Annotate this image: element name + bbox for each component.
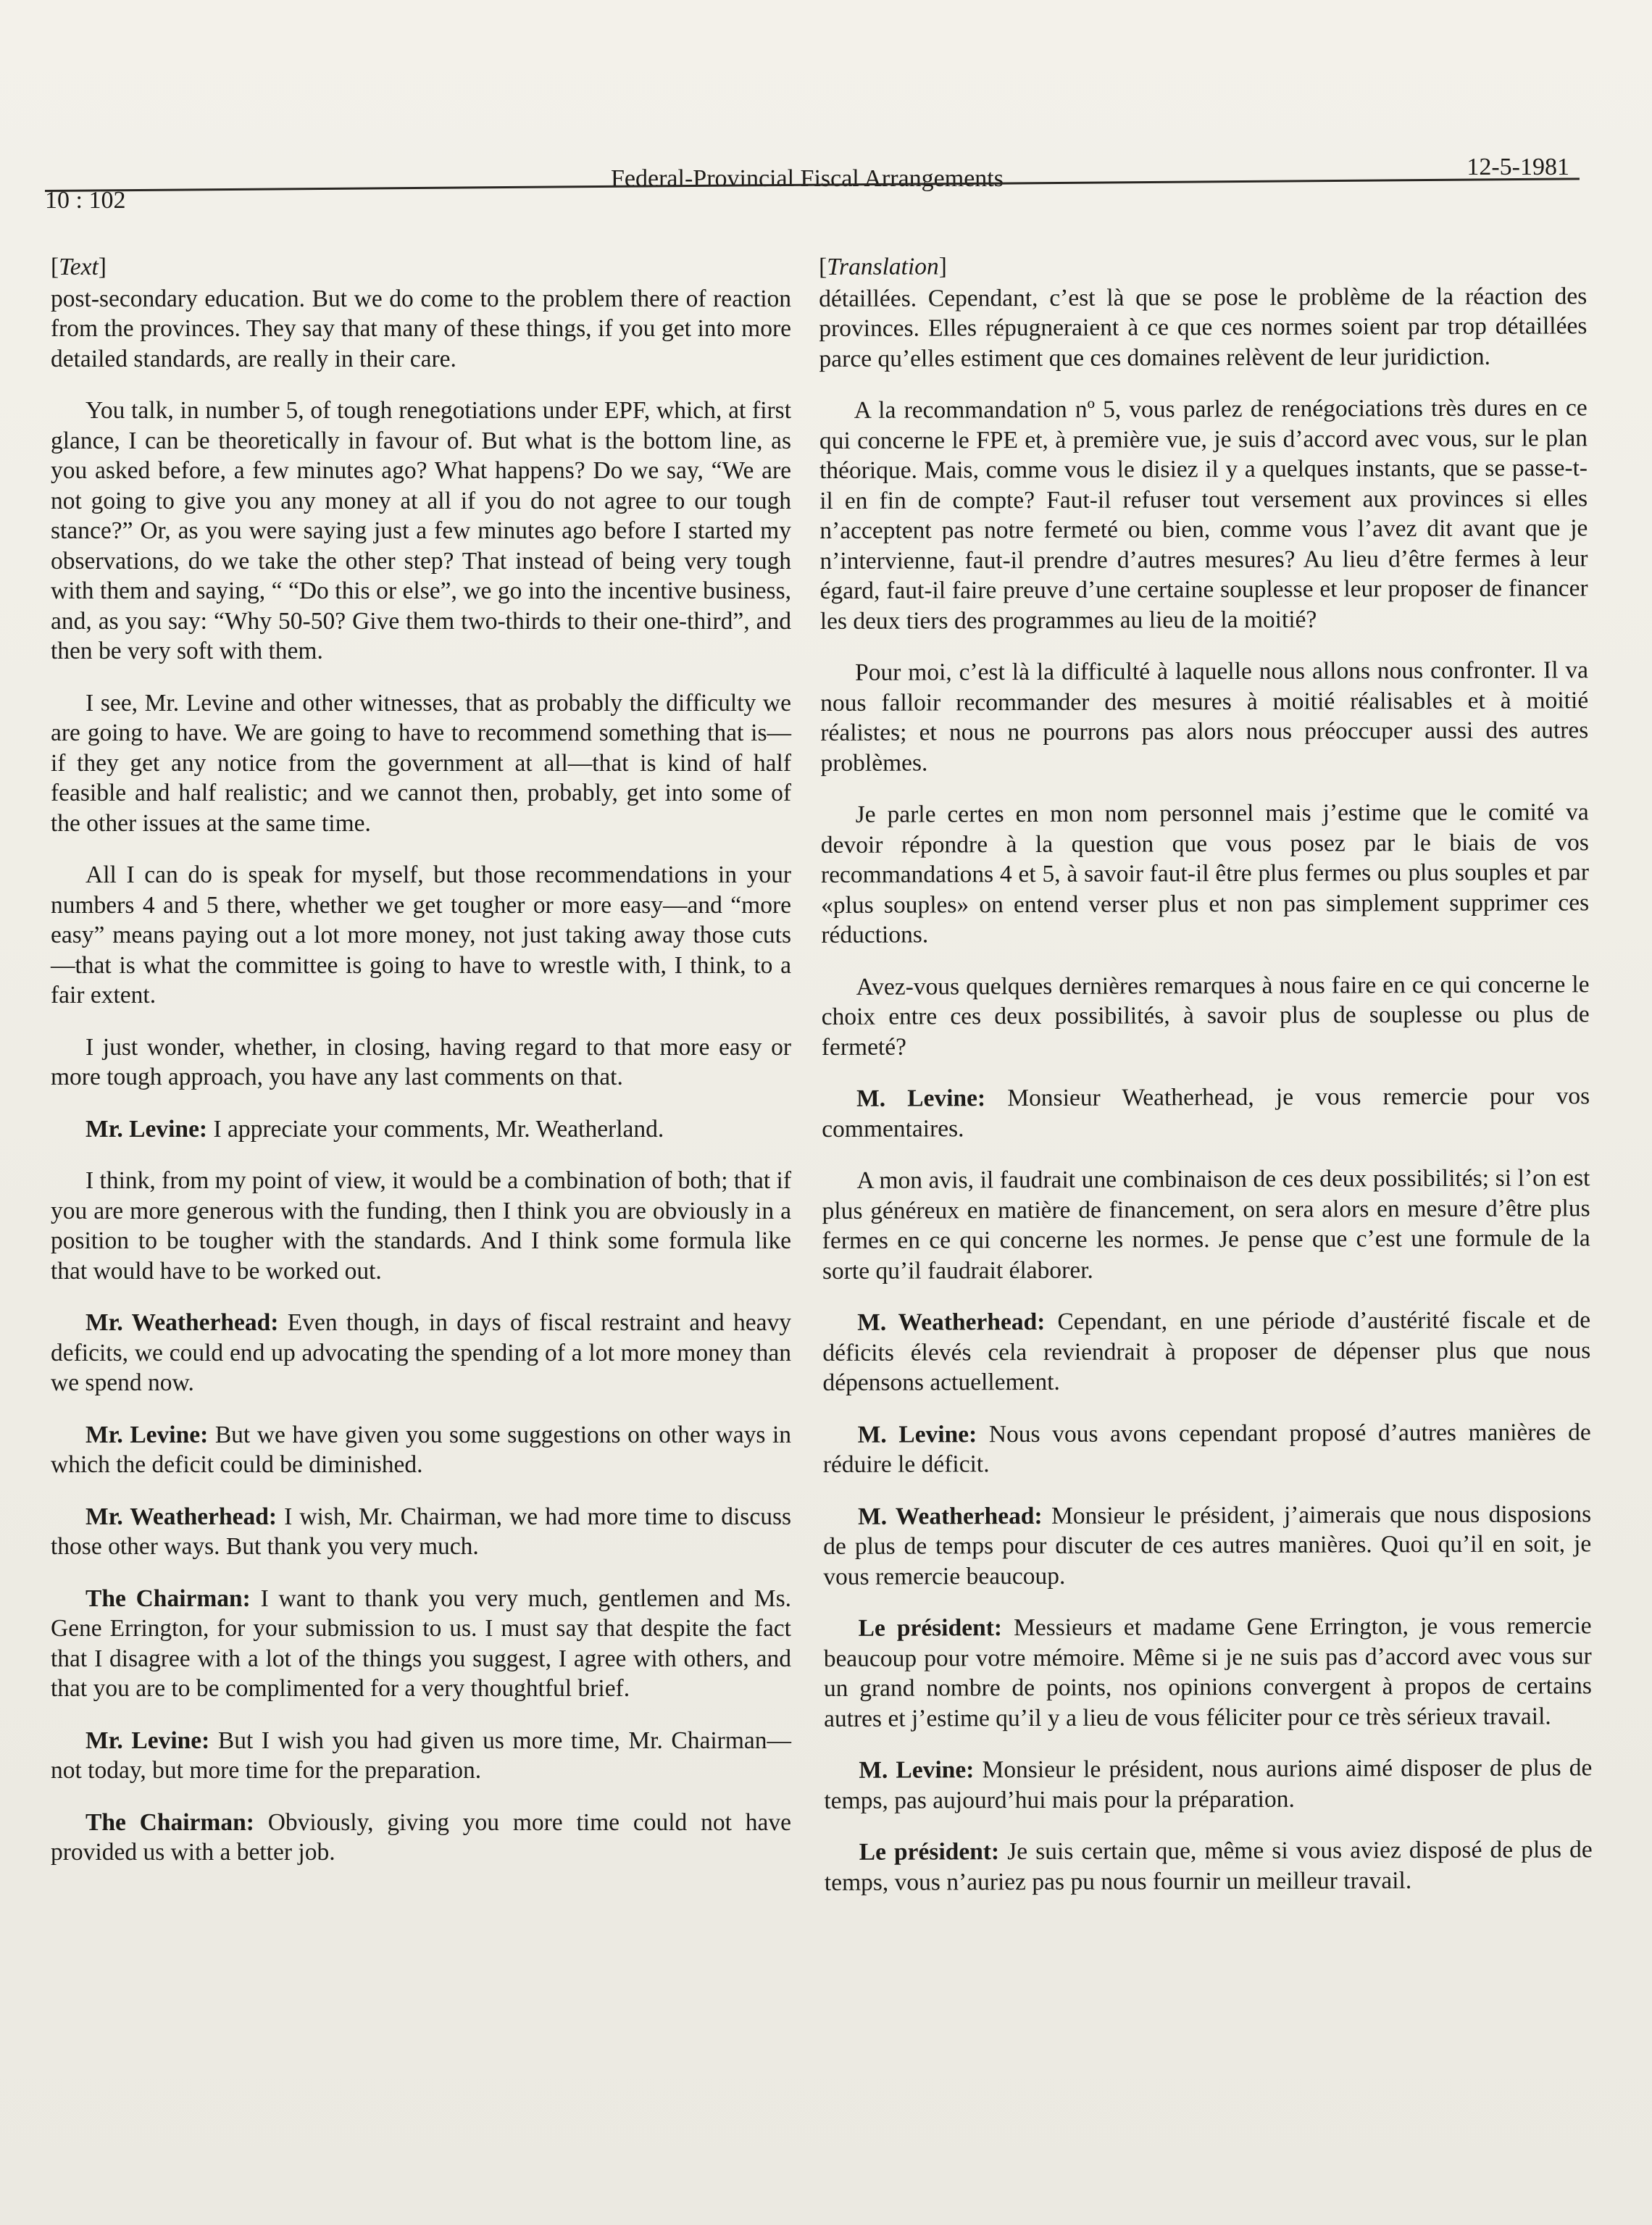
transcript-paragraph [825, 1834, 1593, 1898]
speaker-name: Le président: [859, 1838, 1000, 1866]
speaker-name: M. Levine: [856, 1085, 986, 1112]
column-label-translation: [Translation] [819, 253, 947, 280]
paragraph-text: I think, from my point of view, it would be a combination of both; that if you are more generous with the funding, then I think you are obviously in a position to be tougher with the standards. And I think some formula like that would have to be worked out. [51, 1167, 791, 1285]
paragraph-text: A mon avis, il faudrait une combinaison de ces deux possibilités; si l’on est plus généreux en matière de financement, on sera alors en mesure d’être plus fermes en ce qui concerne les normes. Je pense que c’est une formule de la sorte qu’il faudrait élaborer. [822, 1164, 1590, 1285]
paragraph-text: Obviously, giving you more time could not have provided us with a better job. [51, 1808, 791, 1866]
speaker-name: Mr. Weatherhead: [85, 1503, 278, 1530]
speaker-name: M. Weatherhead: [857, 1308, 1046, 1336]
paragraph-text: post-secondary education. But we do come to the problem there of reaction from the provinces. They say that many of these things, if you get into more detailed standards, are really in their care. [51, 285, 791, 372]
speaker-name: The Chairman: [85, 1808, 254, 1836]
transcript-paragraph [51, 1726, 791, 1786]
speaker-name: M. Levine: [859, 1756, 975, 1784]
transcript-paragraph [823, 1499, 1591, 1592]
transcript-paragraph [51, 1420, 791, 1480]
transcript-paragraph [51, 1032, 791, 1093]
paragraph-text: I wish, Mr. Chairman, we had more time to discuss those other ways. But thank you very much. [51, 1503, 792, 1560]
transcript-paragraph [51, 1114, 791, 1145]
paragraph-text: Messieurs et madame Gene Errington, je vous remercie beaucoup pour votre mémoire. Même si je ne suis pas d’accord avec vous sur un grand nombre de points, nos opinions convergent à propos de certains autres et j’estime qu’il y a lieu de vous féliciter pour ce très sérieux travail. [823, 1612, 1592, 1732]
paragraph-text: You talk, in number 5, of tough renegotiations under EPF, which, at first glance, I can be theoretically in favour of. But what is the bottom line, as you asked before, a few minutes ago? What happens? Do we say, “We are not going to give you any money at all if you do not agree to our tough stance?” Or, as you were saying just a few minutes ago before I started my observations, do we take the other step? That instead of being very tough with them and saying, “ “Do this or else”, we go into the incentive business, and, as you say: “Why 50-50? Give them two-thirds to their one-third”, and then be very soft with them. [51, 397, 791, 664]
speaker-name: M. Levine: [857, 1420, 977, 1448]
transcript-paragraph [822, 1081, 1590, 1144]
transcript-paragraph [819, 281, 1587, 374]
speaker-name: Mr. Levine: [85, 1115, 208, 1143]
transcript-paragraph [51, 1584, 791, 1704]
transcript-paragraph [820, 655, 1589, 778]
paragraph-text: All I can do is speak for myself, but those recommendations in your numbers 4 and 5 there, whether we get tougher or more easy—and “more easy” means paying out a lot more money, not just taking away those cuts—that is what the committee is going to have to wrestle with, I think, to a fair extent. [51, 861, 791, 1009]
transcript-paragraph [51, 284, 791, 375]
transcript-paragraph [819, 393, 1588, 636]
transcript-paragraph [821, 797, 1590, 950]
paragraph-text: But I wish you had given us more time, Mr. Chairman—not today, but more time for the preparation. [51, 1727, 792, 1784]
paragraph-text: I just wonder, whether, in closing, having regard to that more easy or more tough approach, you have any last comments on that. [51, 1033, 791, 1090]
french-column [819, 249, 1593, 1919]
paragraph-text: I see, Mr. Levine and other witnesses, that as probably the difficulty we are going to have. We are going to have to recommend something that is—if they get any notice from the government at all—that is kind of half feasible and half realistic; and we cannot then, probably, get into some of the other issues at the same time. [51, 689, 791, 837]
paragraph-text: Avez-vous quelques dernières remarques à nous faire en ce qui concerne le choix entre ces deux possibilités, à savoir plus de souplesse ou plus de fermeté? [821, 970, 1590, 1061]
speaker-name: Le président: [858, 1614, 1003, 1642]
transcript-paragraph [51, 688, 791, 839]
paragraph-text: Je parle certes en mon nom personnel mais j’estime que le comité va devoir répondre à la question que vous posez par le biais de vos recommandations 4 et 5, à savoir faut-il être plus fermes ou plus souples et par «plus souples» on entend verser plus et non pas simplement supprimer ces réductions. [820, 798, 1590, 948]
speaker-name: Mr. Levine: [85, 1727, 210, 1754]
paragraph-text: I appreciate your comments, Mr. Weatherland. [213, 1115, 664, 1143]
transcript-paragraph [821, 969, 1589, 1062]
transcript-paragraph [51, 396, 791, 667]
sitting-date: 12-5-1981 [1467, 154, 1569, 180]
transcript-paragraph [822, 1163, 1590, 1286]
column-label-text: [Text] [51, 254, 107, 280]
transcript-paragraph [822, 1305, 1590, 1398]
english-column [51, 252, 791, 1890]
running-title: Federal-Provincial Fiscal Arrangements [611, 165, 1004, 192]
speaker-name: M. Weatherhead: [858, 1502, 1043, 1530]
speaker-name: The Chairman: [85, 1585, 251, 1612]
transcript-paragraph [823, 1417, 1591, 1480]
transcript-paragraph [51, 1502, 791, 1562]
transcript-paragraph [51, 1308, 791, 1398]
paragraph-text: Monsieur le président, j’aimerais que nous disposions de plus de temps pour discuter de ces autres manières. Quoi qu’il en soit, je vous remercie beaucoup. [823, 1500, 1592, 1590]
speaker-name: Mr. Weatherhead: [85, 1309, 279, 1336]
transcript-paragraph [51, 1166, 791, 1286]
speaker-name: Mr. Levine: [85, 1421, 209, 1448]
page-number: 10 : 102 [45, 187, 126, 214]
transcript-paragraph [51, 860, 791, 1011]
paragraph-text: I want to thank you very much, gentlemen and Ms. Gene Errington, for your submission to us. I must say that despite the fact that I disagree with a lot of the things you suggest, I agree with others, and that you are to be complimented for a very thoughtful brief. [51, 1585, 791, 1702]
paragraph-text: A la recommandation nº 5, vous parlez de renégociations très dures en ce qui concerne le FPE et, à première vue, je suis d’accord avec vous, sur le plan théorique. Mais, comme vous le disiez il y a quelques instants, que se passe-t-il en fin de compte? Faut-il refuser tout versement aux provinces si elles n’acceptent pas notre fermeté ou bien, comme vous l’avez dit avant que je n’intervienne, faut-il prendre d’autres mesures? Au lieu d’être fermes à leur égard, faut-il faire preuve d’une certaine souplesse et leur proposer de financer les deux tiers des programmes au lieu de la moitié? [819, 394, 1588, 635]
paragraph-text: Monsieur le président, nous aurions aimé disposer de plus de temps, pas aujourd’hui mais pour la préparation. [824, 1754, 1593, 1814]
paragraph-text: Monsieur Weatherhead, je vous remercie pour vos commentaires. [822, 1082, 1590, 1143]
transcript-paragraph [824, 1611, 1593, 1734]
paragraph-text: Pour moi, c’est là la difficulté à laquelle nous allons nous confronter. Il va nous falloir recommander des mesures à moitié réalisables et à moitié réalistes; et nous ne pourrons pas alors nous préoccuper aussi des autres problèmes. [820, 656, 1589, 777]
paragraph-text: But we have given you some suggestions on other ways in which the deficit could be diminished. [51, 1421, 791, 1478]
paragraph-text: Even though, in days of fiscal restraint and heavy deficits, we could end up advocating the spending of a lot more money than we spend now. [51, 1309, 792, 1396]
transcript-paragraph [51, 1808, 791, 1868]
transcript-paragraph [824, 1753, 1592, 1816]
paragraph-text: Cependant, en une période d’austérité fiscale et de déficits élevés cela reviendrait à proposer de dépenser plus que nous dépensons actuellement. [822, 1306, 1591, 1396]
paragraph-text: Je suis certain que, même si vous aviez disposé de plus de temps, vous n’auriez pas pu nous fournir un meilleur travail. [824, 1836, 1593, 1896]
paragraph-text: Nous vous avons cependant proposé d’autres manières de réduire le déficit. [822, 1418, 1591, 1478]
paragraph-text: détaillées. Cependant, c’est là que se pose le problème de la réaction des provinces. Elles répugneraient à ce que ces normes soient par trop détaillées parce qu’elles estiment que ces domaines relèvent de leur juridiction. [819, 282, 1588, 372]
